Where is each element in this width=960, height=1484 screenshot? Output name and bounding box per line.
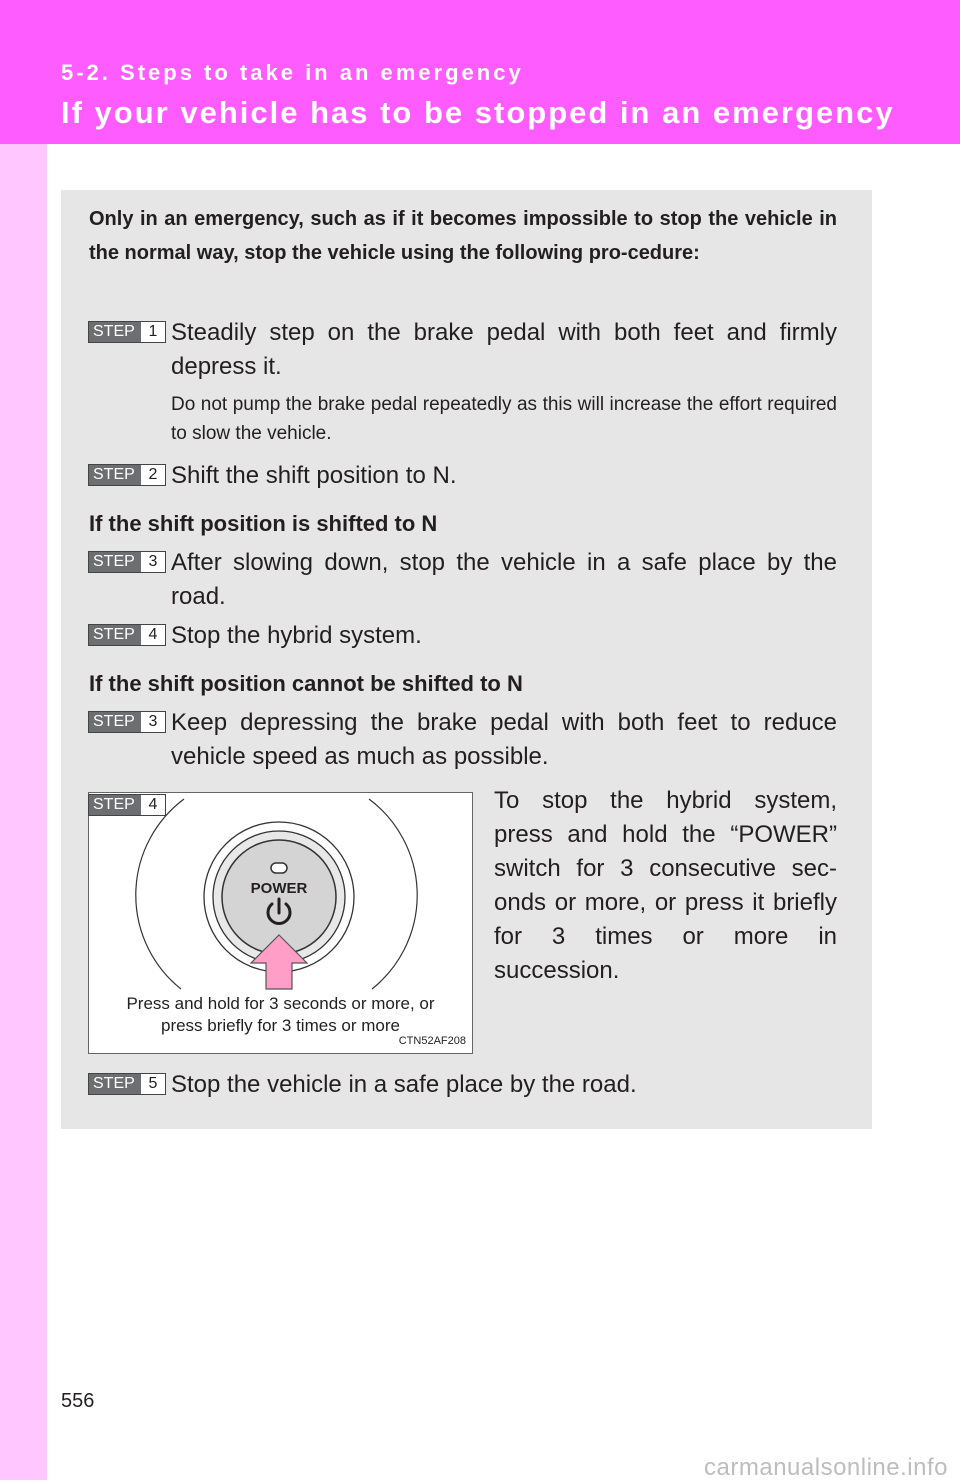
step-word: STEP <box>89 552 141 572</box>
step-word: STEP <box>89 322 141 342</box>
step-word: STEP <box>89 795 141 815</box>
step-word: STEP <box>89 1074 141 1094</box>
step-number: 3 <box>148 713 158 730</box>
step-tag-4b <box>88 794 166 816</box>
subhead-not-shifted: If the shift position cannot be shifted to N <box>89 671 523 696</box>
side-bar <box>0 144 47 1480</box>
step-number: 2 <box>148 466 158 483</box>
panel-arc-right <box>369 799 417 989</box>
step-tag-5 <box>88 1073 166 1095</box>
step-number: 3 <box>148 553 158 570</box>
step-tag-3b <box>88 711 166 733</box>
site-watermark: carmanualsonline.info <box>704 1454 948 1481</box>
step-word: STEP <box>89 465 141 485</box>
step-number: 4 <box>148 626 158 643</box>
step-word: STEP <box>89 712 141 732</box>
step-tag-4a <box>88 624 166 646</box>
step-tag-3a <box>88 551 166 573</box>
step-5-text: Stop the vehicle in a safe place by the road. <box>171 1071 637 1098</box>
intro-text: Only in an emergency, such as if it becomes impossible to stop the vehicle in the normal way, stop the vehicle using the following pro-cedure: <box>89 208 837 264</box>
illustration-code: CTN52AF208 <box>398 1035 466 1047</box>
step-4b-text: To stop the hybrid system, press and hold the “POWER” switch for 3 consecutive sec-onds or more, or press it briefly for 3 times or more in succession. <box>494 787 837 984</box>
page-header <box>0 0 960 144</box>
caption-line-1: Press and hold for 3 seconds or more, or <box>126 994 435 1013</box>
step-number: 4 <box>148 796 158 813</box>
page-number: 556 <box>61 1390 95 1412</box>
page-title: If your vehicle has to be stopped in an emergency <box>61 95 895 130</box>
step-number: 5 <box>148 1075 158 1092</box>
panel-arc-left <box>136 799 184 989</box>
caption-line-2: press briefly for 3 times or more <box>160 1016 400 1035</box>
subhead-shifted: If the shift position is shifted to N <box>89 511 438 536</box>
step-1-text: Steadily step on the brake pedal with both feet and firmly depress it. <box>171 319 837 380</box>
step-tag-2 <box>88 464 166 486</box>
section-label: 5-2. Steps to take in an emergency <box>61 60 524 85</box>
step-1-note: Do not pump the brake pedal repeatedly as this will increase the effort required to slow the vehicle. <box>171 394 837 444</box>
power-switch-illustration <box>88 792 473 1054</box>
step-3b-text: Keep depressing the brake pedal with both feet to reduce vehicle speed as much as possible. <box>171 709 837 770</box>
illustration-caption <box>89 993 472 1037</box>
step-number: 1 <box>148 323 158 340</box>
step-word: STEP <box>89 625 141 645</box>
step-tag-1 <box>88 321 166 343</box>
step-2-text: Shift the shift position to N. <box>171 462 457 489</box>
step-4a-text: Stop the hybrid system. <box>171 622 422 649</box>
power-button-label: POWER <box>250 880 308 897</box>
step-3a-text: After slowing down, stop the vehicle in a safe place by the road. <box>171 549 837 610</box>
indicator-lamp-icon <box>271 863 287 873</box>
